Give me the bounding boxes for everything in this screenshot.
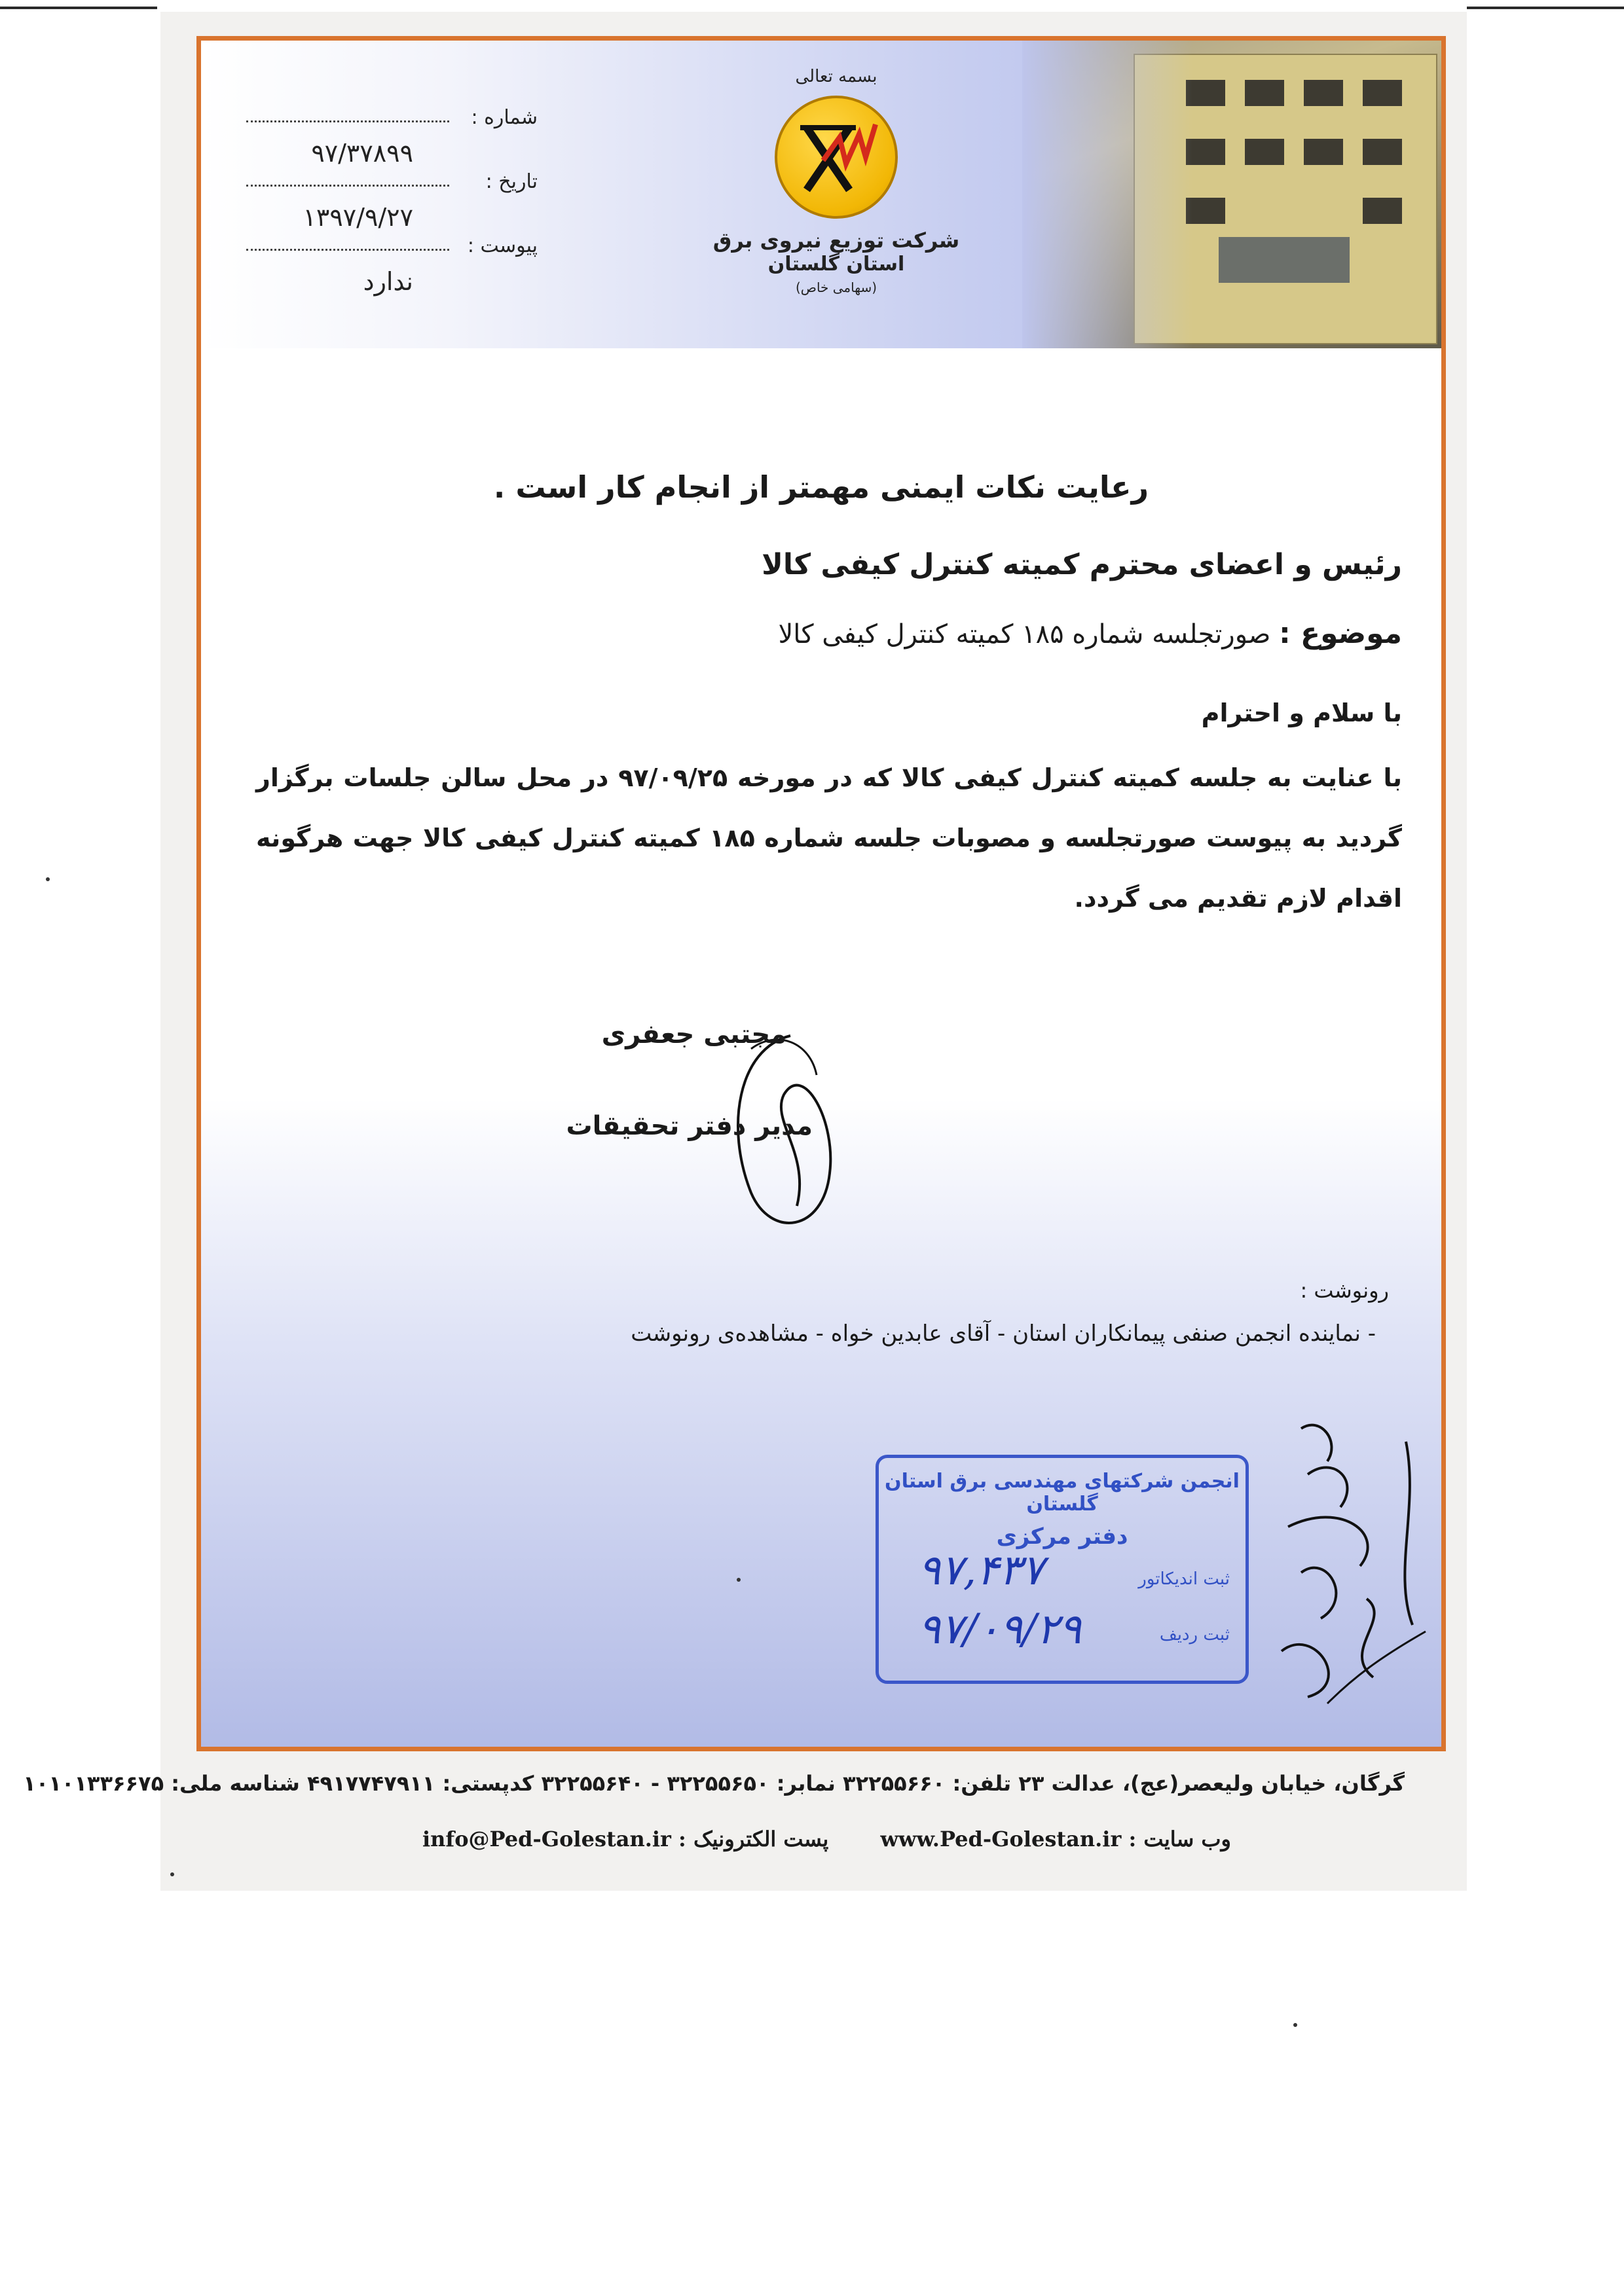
cc-label: رونوشت : [1300,1278,1389,1303]
registration-stamp [876,1455,1249,1684]
footer-email [422,1827,828,1851]
stamp-office: دفتر مرکزی [996,1523,1128,1550]
number-label: شماره : [471,106,538,129]
province-name: استان گلستان [767,253,905,276]
handwritten-note-icon [1262,1402,1439,1710]
attachment-label: پیوست : [467,234,538,257]
number-value: ۹۷/۳۷۸۹۹ [311,139,413,168]
date-label: تاریخ : [485,170,538,193]
scan-speck [170,1872,174,1876]
bismillah: بسمه تعالی [795,67,877,86]
date-row [236,170,538,234]
company-logo-block [699,67,974,342]
date-value: ۱۳۹۷/۹/۲۷ [303,203,413,232]
email-link[interactable]: info@Ped-Golestan.ir [422,1827,671,1851]
building-photo [1022,41,1441,348]
footer-contact: گرگان، خیابان ولیعصر(عج)، عدالت ۲۳ تلفن: ۳۲۲۵۵۶۶۰ نمابر: ۳۲۲۵۵۶۵۰ - ۳۲۲۵۵۶۴۰ کدپستی: ۴۹۱۷۷۴۷۹۱۱ شناسه ملی: ۱۰۱۰۱۳۳۶۶۷۵ [23,1771,1405,1796]
stamp-indicator-value: ۹۷,۴۳۷ [918,1546,1044,1595]
stamp-organization: انجمن شرکتهای مهندسی برق استان گلستان [885,1470,1240,1516]
subject-text: صورتجلسه شماره ۱۸۵ کمیته کنترل کیفی کالا [778,619,1271,649]
website-label: وب سایت : [1128,1827,1231,1851]
scan-speck [737,1578,741,1582]
footer-website [880,1827,1231,1851]
company-type: (سهامی خاص) [795,280,877,295]
letter-frame [196,36,1446,1751]
scan-speck [1293,2023,1297,2027]
scan-speck [46,877,50,881]
stamp-row-label: ثبت ردیف [1159,1625,1230,1645]
subject-line [778,617,1402,650]
attachment-row [236,234,538,299]
safety-notice: رعایت نکات ایمنی مهمتر از انجام کار است . [493,469,1149,505]
power-lightning-logo-icon [775,96,898,219]
addressee: رئیس و اعضای محترم کمیته کنترل کیفی کالا [762,548,1402,581]
company-name: شرکت توزیع نیروی برق [712,228,960,253]
signer-name: مجتبی جعفری [601,1019,786,1049]
number-row [236,106,538,170]
email-label: پست الکترونیک : [678,1827,829,1851]
attachment-value: ندارد [363,267,413,296]
stamp-row-value: ۹۷/۰۹/۲۹ [918,1605,1082,1654]
cc-recipients: - نماینده انجمن صنفی پیمانکاران استان - آقای عابدین خواه - مشاهده‌ی رونوشت [631,1321,1376,1347]
letter-meta [236,106,538,299]
stamp-indicator-label: ثبت اندیکاتور [1138,1569,1230,1589]
signer-title: مدیر دفتر تحقیقات [566,1111,813,1141]
website-link[interactable]: www.Ped-Golestan.ir [880,1827,1122,1851]
scan-edge [0,0,1624,9]
subject-label: موضوع : [1279,617,1402,650]
greeting: با سلام و احترام [1201,699,1402,727]
letter-body: با عنایت به جلسه کمیته کنترل کیفی کالا که در مورخه ۹۷/۰۹/۲۵ در محل سالن جلسات برگزار گردید به پیوست صورتجلسه و مصوبات جلسه شماره ۱۸۵ کمیته کنترل کیفی کالا جهت هرگونه اقدام لازم تقدیم می گردد. [256,763,1403,913]
